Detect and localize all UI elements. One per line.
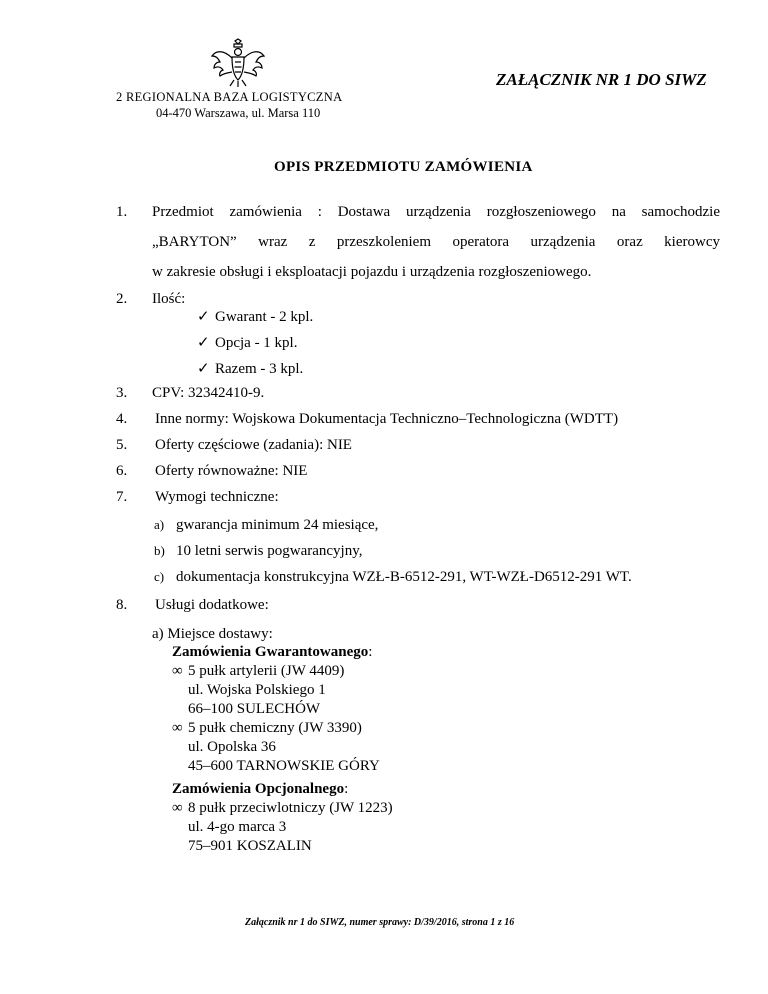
polish-eagle-emblem-icon — [210, 38, 266, 88]
section-1-number: 1. — [116, 204, 128, 220]
requirement-item: c) dokumentacja konstrukcyjna WZŁ-B-6512-291, WT-WZŁ-D6512-291 WT. — [154, 569, 632, 585]
address-street: ul. Opolska 36 — [188, 739, 276, 755]
section-4-number: 4. — [116, 411, 128, 427]
section-1-line-3: w zakresie obsługi i eksploatacji pojazdu i urządzenia rozgłoszeniowego. — [152, 264, 592, 280]
address-city: 45–600 TARNOWSKIE GÓRY — [188, 758, 380, 774]
section-1-line-2: „BARYTON” wraz z przeszkoleniem operatora urządzenia oraz kierowcy — [152, 234, 720, 250]
section-1-line-1: Przedmiot zamówienia : Dostawa urządzenia rozgłoszeniowego na samochodzie — [152, 204, 720, 220]
section-5-number: 5. — [116, 437, 128, 453]
section-4-text: Inne normy: Wojskowa Dokumentacja Techniczno–Technologiczna (WDTT) — [155, 411, 619, 427]
quantity-item: ✓ Razem - 3 kpl. — [197, 361, 304, 377]
address-name: ∞ 5 pułk chemiczny (JW 3390) — [172, 720, 362, 736]
check-icon: ✓ — [197, 309, 210, 325]
section-3-number: 3. — [116, 385, 128, 401]
address-name: ∞ 5 pułk artylerii (JW 4409) — [172, 663, 345, 679]
address-city: 75–901 KOSZALIN — [188, 838, 312, 854]
infinity-bullet-icon: ∞ — [172, 663, 183, 679]
annex-title: ZAŁĄCZNIK NR 1 DO SIWZ — [496, 70, 707, 89]
org-address: 04-470 Warszawa, ul. Marsa 110 — [156, 106, 321, 120]
check-icon: ✓ — [197, 361, 210, 377]
section-2-label: Ilość: — [152, 291, 186, 307]
section-6-number: 6. — [116, 463, 128, 479]
section-2-number: 2. — [116, 291, 128, 307]
org-name: 2 REGIONALNA BAZA LOGISTYCZNA — [116, 90, 343, 104]
infinity-bullet-icon: ∞ — [172, 800, 183, 816]
delivery-place-label: a) Miejsce dostawy: — [152, 626, 273, 642]
section-3-text: CPV: 32342410-9. — [152, 385, 265, 401]
quantity-item: ✓ Gwarant - 2 kpl. — [197, 309, 314, 325]
address-street: ul. 4-go marca 3 — [188, 819, 287, 835]
check-icon: ✓ — [197, 335, 210, 351]
address-street: ul. Wojska Polskiego 1 — [188, 682, 326, 698]
infinity-bullet-icon: ∞ — [172, 720, 183, 736]
document-title: OPIS PRZEDMIOTU ZAMÓWIENIA — [274, 159, 533, 175]
section-5-text: Oferty częściowe (zadania): NIE — [155, 437, 352, 453]
address-name: ∞ 8 pułk przeciwlotniczy (JW 1223) — [172, 800, 393, 816]
optional-heading: Zamówienia Opcjonalnego: — [172, 781, 349, 797]
requirement-item: a) gwarancja minimum 24 miesiące, — [154, 517, 379, 533]
page-footer: Załącznik nr 1 do SIWZ, numer sprawy: D/39/2016, strona 1 z 16 — [245, 917, 515, 928]
section-6-text: Oferty równoważne: NIE — [155, 463, 308, 479]
section-7-number: 7. — [116, 489, 128, 505]
quantity-item: ✓ Opcja - 1 kpl. — [197, 335, 298, 351]
address-city: 66–100 SULECHÓW — [188, 701, 321, 717]
requirement-item: b) 10 letni serwis pogwarancyjny, — [154, 543, 363, 559]
section-7-label: Wymogi techniczne: — [155, 489, 279, 505]
guaranteed-heading: Zamówienia Gwarantowanego: — [172, 644, 373, 660]
section-8-number: 8. — [116, 597, 128, 613]
section-8-label: Usługi dodatkowe: — [155, 597, 269, 613]
